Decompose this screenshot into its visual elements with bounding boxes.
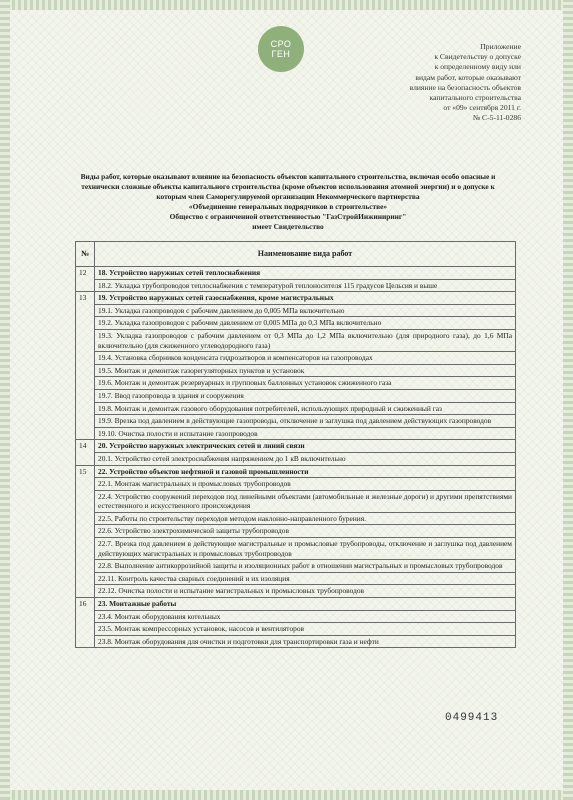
table-row	[76, 364, 516, 377]
guilloche-border-right	[563, 0, 573, 800]
group-title: 19. Устройство наружных сетей газоснабжения, кроме магистральных	[95, 292, 516, 305]
document-intro	[70, 172, 506, 232]
table-row	[76, 389, 516, 402]
work-item: 23.5. Монтаж компрессорных установок, насосов и вентиляторов	[95, 623, 516, 636]
appendix-line: Приложение	[480, 42, 521, 51]
group-title: 20. Устройство наружных электрических сетей и линий связи	[95, 440, 516, 453]
logo-line-2: ГЕН	[271, 49, 291, 59]
table-row	[76, 415, 516, 428]
guilloche-border-left	[0, 0, 10, 800]
table-row	[76, 452, 516, 465]
work-item: 19.2. Укладка газопроводов с рабочим давлением от 0,005 МПа до 0,3 МПа включительно	[95, 317, 516, 330]
table-row	[76, 427, 516, 440]
appendix-line: № С-5-11-0286	[472, 113, 521, 123]
work-item: 22.7. Врезка под давлением в действующие магистральные и промысловые трубопроводы, отключение и заглушка под давлением действующих магистральных и промысловых трубопроводов	[95, 538, 516, 560]
appendix-line: от «09» сентября 2011 г.	[443, 103, 521, 113]
work-item: 19.8. Монтаж и демонтаж газового оборудования потребителей, использующих природный и сжиженный газ	[95, 402, 516, 415]
work-item: 19.3. Укладка газопроводов с рабочим давлением от 0,3 МПа до 1,2 МПа включительно (для природного газа), до 1,6 МПа включительно (для сжиженного углеводородного газа)	[95, 329, 516, 351]
table-row	[76, 377, 516, 390]
work-item: 22.11. Контроль качества сварных соединений и их изоляция	[95, 572, 516, 585]
appendix-line: капитального строительства	[429, 93, 521, 103]
work-item: 22.1. Монтаж магистральных и промысловых трубопроводов	[95, 478, 516, 491]
table-row	[76, 329, 516, 351]
work-item: 19.1. Укладка газопроводов с рабочим давлением до 0,005 МПа включительно	[95, 304, 516, 317]
work-item: 19.10. Очистка полости и испытание газопроводов	[95, 427, 516, 440]
intro-tail: имеет Свидетельство	[252, 222, 324, 231]
work-item: 19.6. Монтаж и демонтаж резервуарных и групповых баллонных установок сжиженного газа	[95, 377, 516, 390]
table-row	[76, 560, 516, 573]
appendix-line: к Свидетельству о допуске	[434, 52, 521, 62]
table-row	[76, 538, 516, 560]
table-header-row	[76, 242, 516, 267]
guilloche-border-bottom	[0, 790, 573, 800]
guilloche-border-top	[0, 0, 573, 10]
work-types-table	[75, 241, 516, 648]
work-item: 18.2. Укладка трубопроводов теплоснабжения с температурой теплоносителя 115 градусов Цельсия и выше	[95, 279, 516, 292]
table-row	[76, 440, 516, 453]
table-row	[76, 304, 516, 317]
table-row	[76, 267, 516, 280]
group-title: 22. Устройство объектов нефтяной и газовой промышленности	[95, 465, 516, 478]
appendix-line: к определенному виду или	[434, 62, 521, 72]
work-item: 19.4. Установка сборников конденсата гидрозатворов и компенсаторов на газопроводах	[95, 352, 516, 365]
group-title: 18. Устройство наружных сетей теплоснабжения	[95, 267, 516, 280]
sro-gen-logo	[258, 26, 304, 72]
group-title: 23. Монтажные работы	[95, 598, 516, 611]
table-row	[76, 317, 516, 330]
work-item: 22.12. Очистка полости и испытание магистральных и промысловых трубопроводов	[95, 585, 516, 598]
table-row	[76, 598, 516, 611]
work-item: 22.8. Выполнение антикоррозийной защиты и изоляционных работ в отношении магистральных и промысловых трубопроводов	[95, 560, 516, 573]
table-row	[76, 525, 516, 538]
group-number: 13	[76, 292, 95, 440]
table-row	[76, 490, 516, 512]
group-number: 15	[76, 465, 95, 598]
work-item: 22.4. Устройство сооружений переходов под линейными объектами (автомобильные и железные дороги) и другими препятствиями естественного и искусственного происхождения	[95, 490, 516, 512]
serial-number: 0499413	[445, 712, 499, 724]
work-item: 23.4. Монтаж оборудования котельных	[95, 610, 516, 623]
table-row	[76, 279, 516, 292]
table-row	[76, 402, 516, 415]
work-item: 23.8. Монтаж оборудования для очистки и подготовки для транспортировки газа и нефти	[95, 635, 516, 648]
group-number: 12	[76, 267, 95, 292]
table-row	[76, 292, 516, 305]
work-item: 19.7. Ввод газопровода в здания и сооружения	[95, 389, 516, 402]
table-row	[76, 465, 516, 478]
column-header-num: №	[76, 242, 95, 267]
appendix-note	[381, 42, 521, 124]
table-row	[76, 352, 516, 365]
group-number: 14	[76, 440, 95, 465]
table-row	[76, 478, 516, 491]
work-item: 19.9. Врезка под давлением в действующие газопроводы, отключение и заглушка под давлением действующих газопроводов	[95, 415, 516, 428]
appendix-line: видам работ, которые оказывают	[415, 72, 521, 82]
intro-text: Виды работ, которые оказывают влияние на безопасность объектов капитального строительства, включая особо опасные и технически сложные объекты капитального строительства (кроме объектов использования атомной энергии) и о допуске к которым член Саморегулируемой организации Некоммерческого партнерства	[80, 172, 496, 201]
work-item: 19.5. Монтаж и демонтаж газорегуляторных пунктов и установок	[95, 364, 516, 377]
table-row	[76, 610, 516, 623]
work-item: 22.5. Работы по строительству переходов методом наклонно-направленного бурения.	[95, 512, 516, 525]
table-row	[76, 623, 516, 636]
logo-line-1: СРО	[270, 39, 292, 49]
table-row	[76, 572, 516, 585]
intro-org: «Объединение генеральных подрядчиков в строительстве»	[188, 202, 388, 211]
column-header-name: Наименование вида работ	[95, 242, 516, 267]
table-row	[76, 585, 516, 598]
appendix-line: влияние на безопасность объектов	[409, 82, 521, 92]
table-body	[76, 267, 516, 648]
work-item: 20.1. Устройство сетей электроснабжения напряжением до 1 кВ включительно	[95, 452, 516, 465]
table-row	[76, 635, 516, 648]
intro-company: Общество с ограниченной ответственностью "ГазСтройИнжиниринг"	[169, 212, 407, 221]
group-number: 16	[76, 598, 95, 648]
work-item: 22.6. Устройство электрохимической защиты трубопроводов	[95, 525, 516, 538]
table-row	[76, 512, 516, 525]
